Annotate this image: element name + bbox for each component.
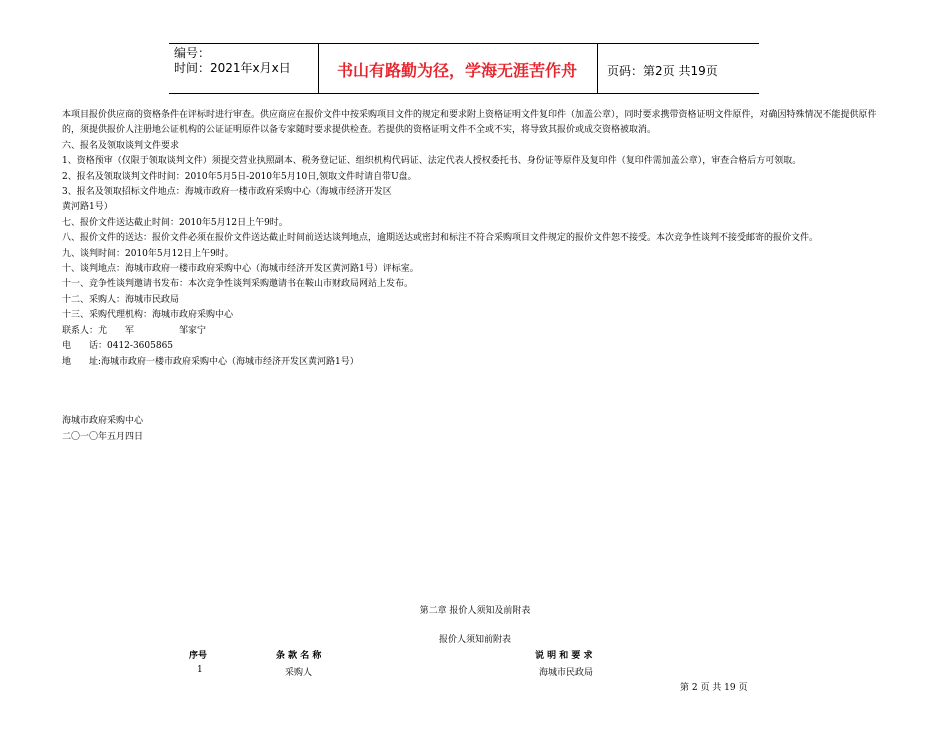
header-motto: 书山有路勤为径，学海无涯苦作舟 [336, 61, 577, 80]
table-header-index: 序号 [189, 651, 208, 661]
paragraph: 十二、采购人：海城市民政局 [62, 294, 180, 305]
paragraph: 十一、竞争性谈判邀请书发布：本次竞争性谈判采购邀请书在鞍山市财政局网站上发布。 [62, 279, 414, 290]
signature-date: 二〇一〇年五月四日 [62, 431, 144, 442]
time-label: 时间：2021年x月x日 [174, 61, 291, 75]
table-header-requirements: 说 明 和 要 求 [535, 651, 593, 661]
paragraph: 六、报名及领取谈判文件要求 [62, 140, 180, 151]
page-footer: 第 2 页 共 19 页 [680, 683, 748, 693]
page-header [169, 43, 759, 94]
table-header-clause: 条 款 名 称 [276, 651, 322, 661]
paragraph: 1、资格预审（仅限于领取谈判文件）须提交营业执照副本、税务登记证、组织机构代码证、法定代表人授权委托书、身份证等原件及复印件（复印件需加盖公章），审查合格后方可领取。 [62, 156, 802, 167]
paragraph: 本项目报价供应商的资格条件在评标时进行审查。供应商应在报价文件中按采购项目文件的规定和要求附上资格证明文件复印件（加盖公章），同时要求携带资格证明文件原件，对确因特殊情况不能提供原件的，须提供报价人注册地公证机构的公证证明原件以备专家随时要求提供检查。若提供的资格证明文件不全或不实，将导致其报价或成交资格被取消。 [62, 110, 877, 136]
paragraph: 九、谈判时间：2010年5月12日上午9时。 [62, 248, 234, 259]
table-title: 报价人须知前附表 [438, 635, 511, 645]
header-divider [318, 44, 319, 93]
signature-org: 海城市政府采购中心 [62, 416, 144, 426]
paragraph: 地 址:海城市政府一楼市政府采购中心（海城市经济开发区黄河路1号） [62, 356, 359, 367]
header-meta [174, 46, 291, 76]
paragraph: 3、报名及领取招标文件地点：海城市政府一楼市政府采购中心（海城市经济开发区 [62, 187, 392, 198]
chapter-title: 第二章 报价人须知及前附表 [419, 606, 531, 616]
table-cell-requirements: 海城市民政局 [539, 668, 594, 678]
paragraph: 联系人：尤 军 邹家宁 [62, 325, 207, 336]
paragraph: 电 话：0412-3605865 [62, 341, 174, 352]
paragraph: 八、报价文件的送达：报价文件必须在报价文件送达截止时间前送达谈判地点，逾期送达或密封和标注不符合采购项目文件规定的报价文件恕不接受。本次竞争性谈判不接受邮寄的报价文件。 [62, 233, 819, 244]
table-cell-index: 1 [197, 665, 203, 675]
paragraph: 2、报名及领取谈判文件时间：2010年5月5日-2010年5月10日,领取文件时请自带U盘。 [62, 171, 417, 182]
paragraph: 十三、采购代理机构：海城市政府采购中心 [62, 310, 234, 321]
number-label: 编号： [174, 46, 211, 60]
table-cell-clause: 采购人 [285, 668, 313, 678]
header-divider [597, 44, 598, 93]
signature-block [62, 414, 143, 445]
paragraph: 七、报价文件送达截止时间：2010年5月12日上午9时。 [62, 217, 288, 228]
paragraph: 黄河路1号） [62, 202, 113, 213]
document-body [62, 108, 892, 370]
paragraph: 十、谈判地点：海城市政府一楼市政府采购中心（海城市经济开发区黄河路1号）评标室。 [62, 264, 419, 275]
header-page-info: 页码：第2页 共19页 [607, 64, 718, 78]
